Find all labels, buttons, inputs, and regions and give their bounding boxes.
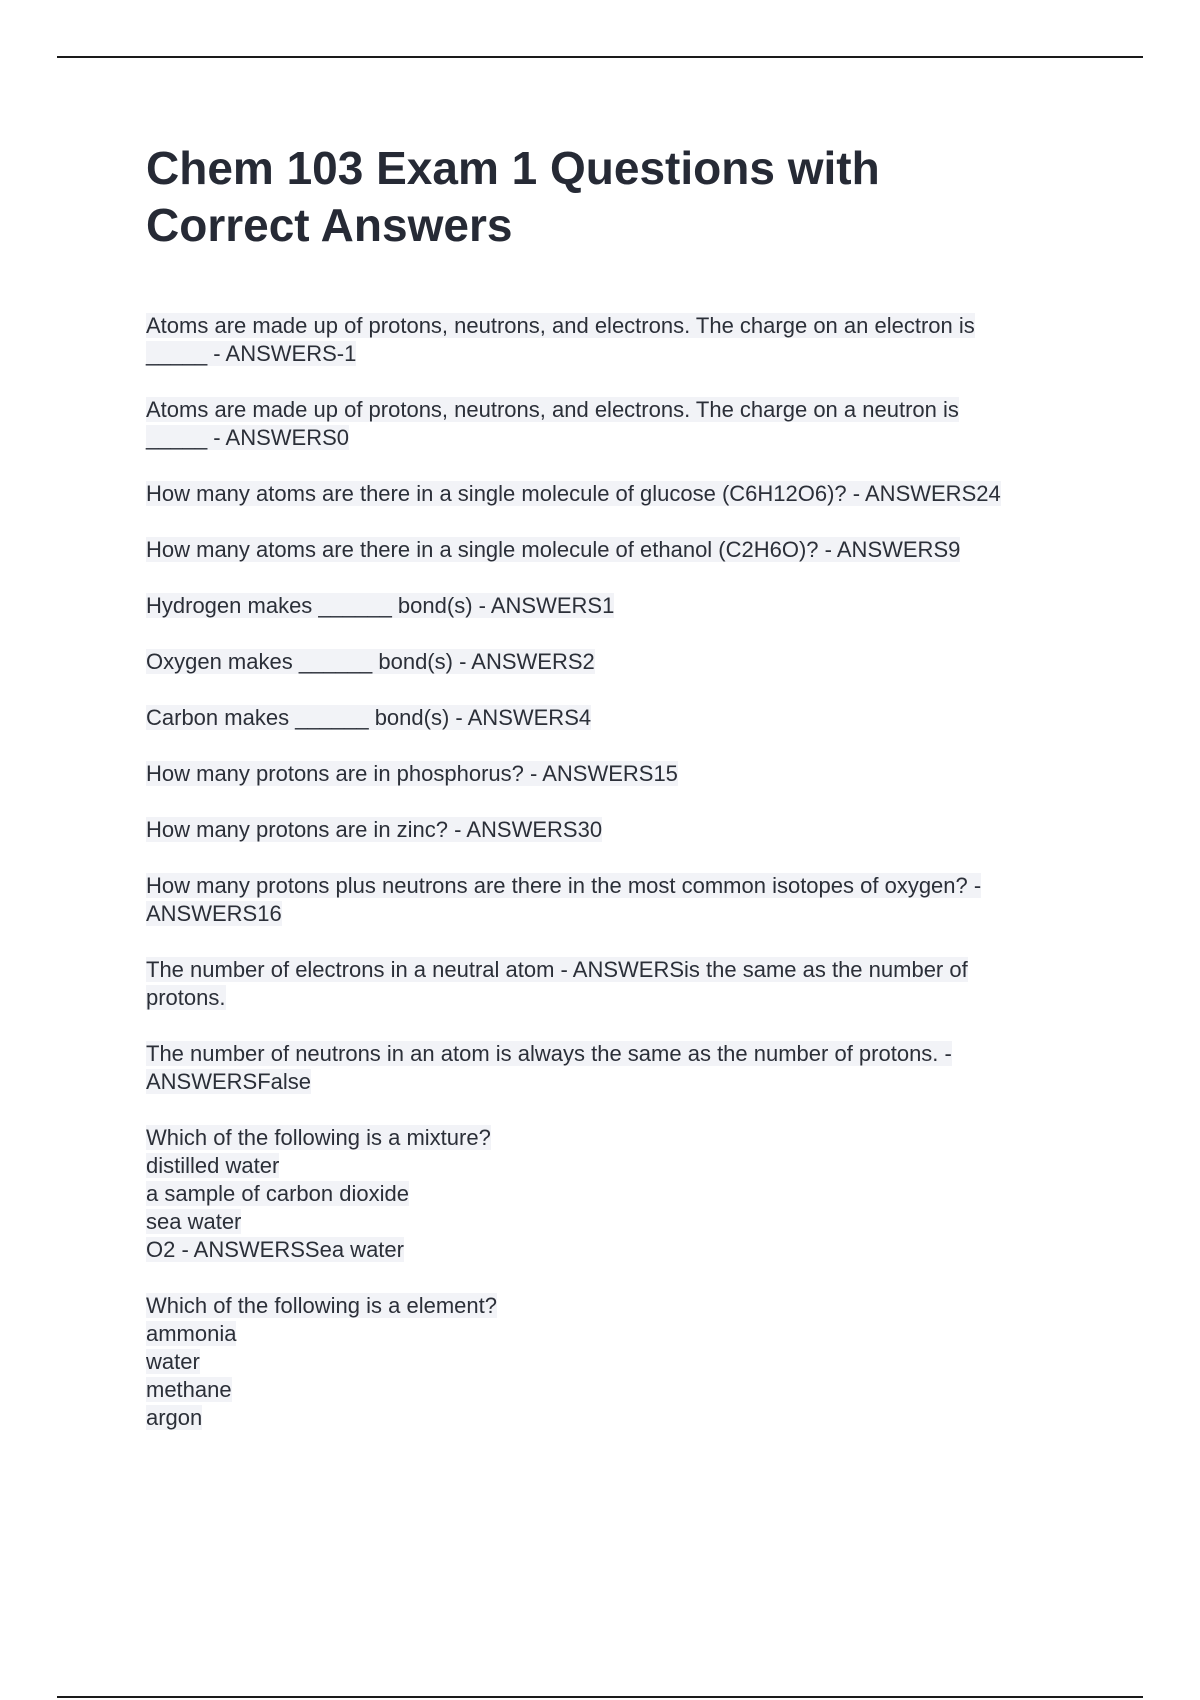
qa-line [146, 956, 1106, 984]
top-rule [57, 56, 1143, 58]
qa-text: ammonia [146, 1321, 237, 1346]
qa-text: _____ - ANSWERS-1 [146, 341, 357, 366]
page-title [146, 140, 1106, 254]
qa-item [146, 1040, 1106, 1096]
qa-line [146, 984, 1106, 1012]
qa-line [146, 340, 1106, 368]
qa-item [146, 956, 1106, 1012]
qa-text: The number of neutrons in an atom is always the same as the number of protons. - [146, 1041, 952, 1066]
qa-line [146, 704, 1106, 732]
qa-item [146, 816, 1106, 844]
qa-line [146, 592, 1106, 620]
qa-text: How many protons plus neutrons are there in the most common isotopes of oxygen? - [146, 873, 982, 898]
qa-line [146, 1040, 1106, 1068]
document-body [146, 140, 1106, 1460]
title-line-2: Correct Answers [146, 199, 513, 251]
qa-item [146, 480, 1106, 508]
qa-line [146, 1124, 1106, 1152]
qa-text: O2 - ANSWERSSea water [146, 1237, 404, 1262]
qa-list [146, 312, 1106, 1432]
qa-item [146, 872, 1106, 928]
qa-item [146, 592, 1106, 620]
qa-line [146, 872, 1106, 900]
qa-line [146, 1292, 1106, 1320]
qa-line [146, 1180, 1106, 1208]
qa-text: How many protons are in phosphorus? - ANSWERS15 [146, 761, 678, 786]
qa-text: How many protons are in zinc? - ANSWERS30 [146, 817, 603, 842]
qa-item [146, 648, 1106, 676]
qa-line [146, 1068, 1106, 1096]
qa-line [146, 1348, 1106, 1376]
qa-text: _____ - ANSWERS0 [146, 425, 349, 450]
title-line-1: Chem 103 Exam 1 Questions with [146, 142, 880, 194]
qa-item [146, 760, 1106, 788]
qa-line [146, 1320, 1106, 1348]
qa-text: The number of electrons in a neutral atom - ANSWERSis the same as the number of [146, 957, 968, 982]
qa-text: a sample of carbon dioxide [146, 1181, 409, 1206]
qa-text: How many atoms are there in a single molecule of ethanol (C2H6O)? - ANSWERS9 [146, 537, 961, 562]
qa-line [146, 900, 1106, 928]
qa-text: argon [146, 1405, 203, 1430]
qa-item [146, 396, 1106, 452]
qa-text: ANSWERS16 [146, 901, 282, 926]
qa-text: Which of the following is a element? [146, 1293, 497, 1318]
qa-line [146, 816, 1106, 844]
qa-line [146, 312, 1106, 340]
qa-text: sea water [146, 1209, 242, 1234]
qa-text: Hydrogen makes ______ bond(s) - ANSWERS1 [146, 593, 615, 618]
qa-line [146, 1152, 1106, 1180]
qa-item [146, 1292, 1106, 1432]
qa-line [146, 480, 1106, 508]
qa-line [146, 396, 1106, 424]
qa-text: Which of the following is a mixture? [146, 1125, 491, 1150]
qa-line [146, 1208, 1106, 1236]
qa-item [146, 1124, 1106, 1264]
qa-text: Atoms are made up of protons, neutrons, and electrons. The charge on an electron is [146, 313, 975, 338]
qa-line [146, 424, 1106, 452]
qa-line [146, 1376, 1106, 1404]
qa-text: protons. [146, 985, 226, 1010]
qa-item [146, 312, 1106, 368]
qa-text: Oxygen makes ______ bond(s) - ANSWERS2 [146, 649, 595, 674]
qa-text: Carbon makes ______ bond(s) - ANSWERS4 [146, 705, 592, 730]
qa-line [146, 1236, 1106, 1264]
qa-item [146, 704, 1106, 732]
qa-text: water [146, 1349, 200, 1374]
qa-item [146, 536, 1106, 564]
qa-text: Atoms are made up of protons, neutrons, and electrons. The charge on a neutron is [146, 397, 959, 422]
qa-text: How many atoms are there in a single molecule of glucose (C6H12O6)? - ANSWERS24 [146, 481, 1001, 506]
qa-line [146, 760, 1106, 788]
qa-line [146, 648, 1106, 676]
qa-text: methane [146, 1377, 232, 1402]
qa-line [146, 1404, 1106, 1432]
bottom-rule [57, 1696, 1143, 1698]
qa-text: distilled water [146, 1153, 280, 1178]
qa-line [146, 536, 1106, 564]
qa-text: ANSWERSFalse [146, 1069, 312, 1094]
